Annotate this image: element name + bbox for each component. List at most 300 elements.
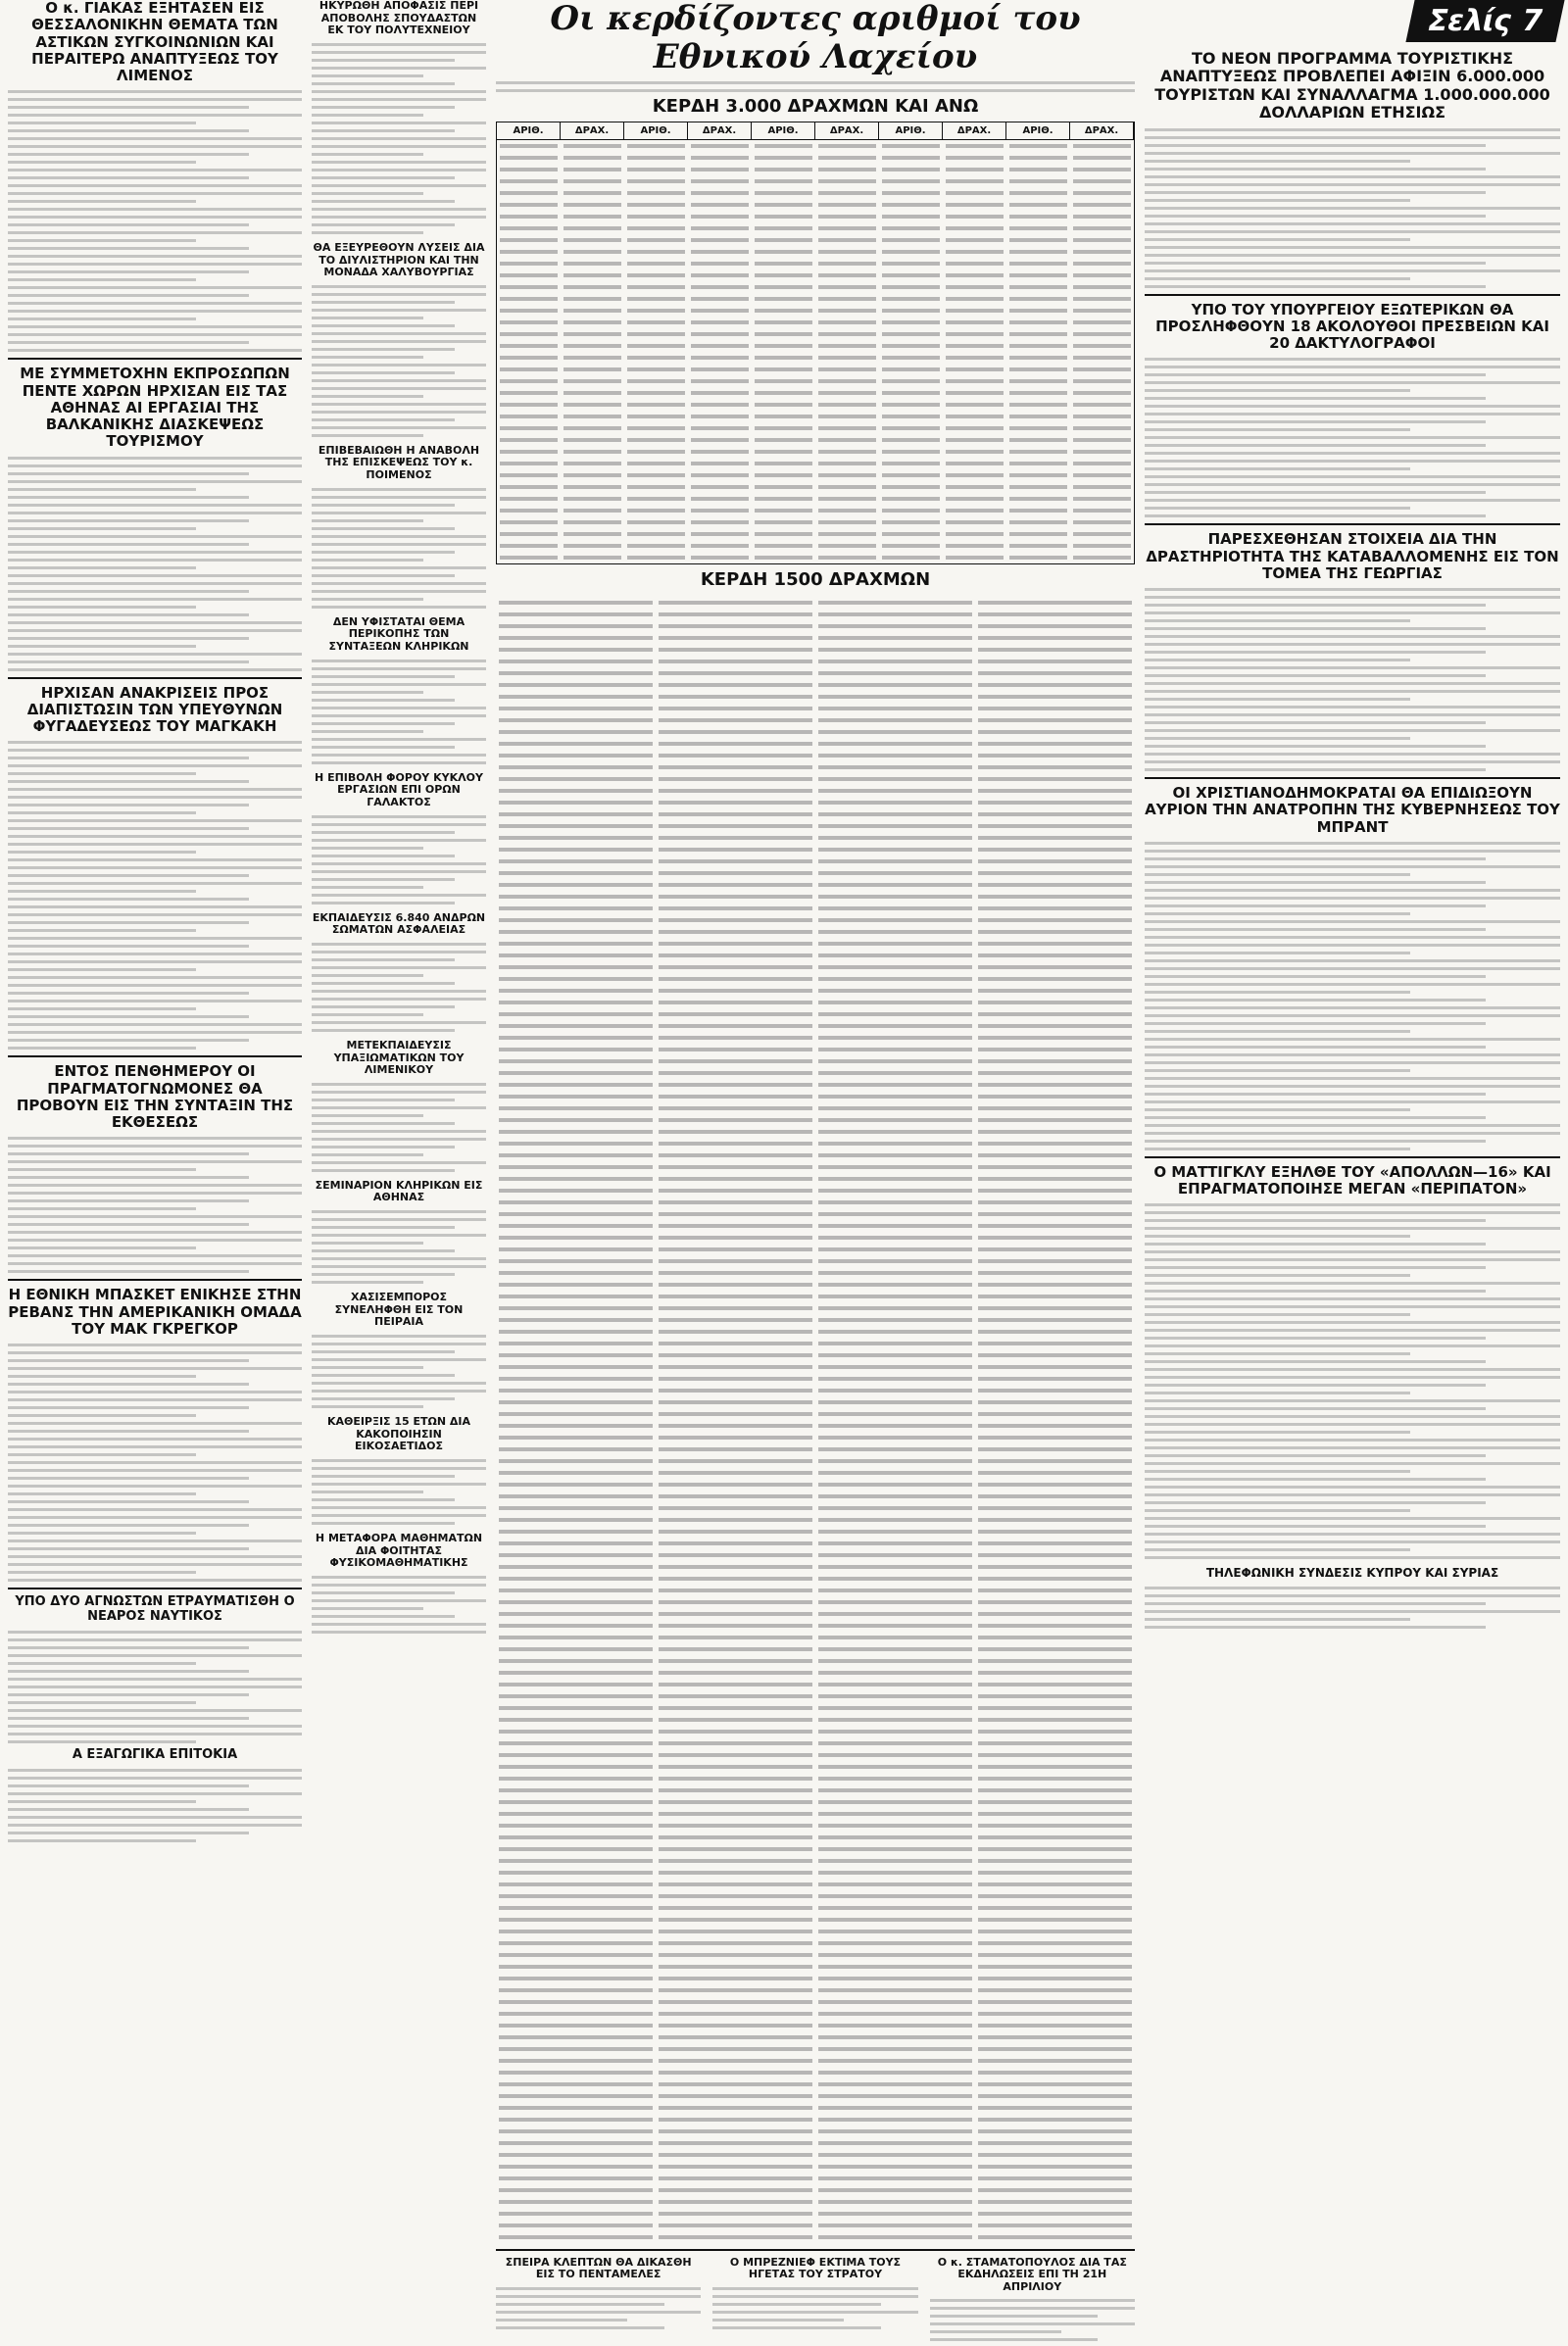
lottery-number-row — [818, 2012, 972, 2016]
col-number: ΑΡΙΘ. — [624, 122, 688, 139]
lottery-entry — [882, 532, 940, 536]
lottery-number-row — [818, 1271, 972, 1275]
lottery-number-row — [978, 1812, 1132, 1816]
lottery-number-row — [659, 1636, 812, 1639]
lottery-entry — [946, 332, 1004, 336]
lottery-number-row — [818, 1400, 972, 1404]
lottery-number-row — [659, 2106, 812, 2110]
lottery-number-row — [659, 1436, 812, 1440]
lottery-entry — [882, 509, 940, 513]
lottery-number-row — [818, 2024, 972, 2028]
body-text — [312, 1210, 486, 1284]
lottery-number-row — [499, 1941, 653, 1945]
lottery-number-row — [659, 1506, 812, 1510]
lottery-number-row — [499, 1706, 653, 1710]
lottery-entry — [882, 203, 940, 207]
lottery-entry — [564, 156, 621, 160]
lottery-entry — [627, 485, 685, 489]
headline-cyprus-syria: ΤΗΛΕΦΩΝΙΚΗ ΣΥΝΔΕΣΙΣ ΚΥΠΡΟΥ ΚΑΙ ΣΥΡΙΑΣ — [1205, 1566, 1499, 1581]
lottery-number-row — [659, 1894, 812, 1898]
lottery-entry — [882, 426, 940, 430]
lottery-entry — [882, 285, 940, 289]
lottery-entry — [755, 332, 812, 336]
lottery-number-row — [818, 2200, 972, 2204]
lottery-number-row — [659, 1130, 812, 1134]
lottery-entry — [755, 367, 812, 371]
lottery-entry — [691, 556, 749, 560]
lottery-number-row — [978, 1365, 1132, 1369]
lottery-entry — [946, 191, 1004, 195]
lottery-number-row — [499, 1012, 653, 1016]
lottery-number-row — [659, 2094, 812, 2098]
lottery-number-row — [659, 953, 812, 957]
lottery-entry — [946, 144, 1004, 148]
lottery-entry — [627, 191, 685, 195]
lottery-entry — [882, 544, 940, 548]
lottery-number-row — [978, 1306, 1132, 1310]
lottery-number-row — [499, 1059, 653, 1063]
lottery-number-row — [499, 695, 653, 699]
lottery-number-row — [659, 660, 812, 663]
lottery-number-row — [499, 2165, 653, 2169]
lottery-number-row — [499, 1753, 653, 1757]
lottery-number-row — [818, 2235, 972, 2239]
lottery-number-row — [659, 2176, 812, 2180]
lottery-number-row — [978, 1588, 1132, 1592]
lottery-number-row — [978, 1200, 1132, 1204]
lottery-entry — [500, 250, 558, 254]
lottery-number-row — [818, 777, 972, 781]
lottery-number-row — [818, 2094, 972, 2098]
lottery-number-row — [978, 1753, 1132, 1757]
lottery-number-row — [978, 1236, 1132, 1240]
lottery-entry — [818, 391, 876, 395]
lottery-number-row — [499, 777, 653, 781]
lottery-entry — [818, 203, 876, 207]
lottery-entry — [691, 391, 749, 395]
body-text — [312, 488, 486, 609]
lottery-entry — [1073, 344, 1131, 348]
lottery-number-row — [499, 1106, 653, 1110]
lottery-number-row — [499, 1377, 653, 1381]
lottery-entry — [500, 415, 558, 418]
lottery-number-row — [978, 895, 1132, 899]
lottery-entry — [627, 320, 685, 324]
lottery-number-row — [659, 612, 812, 616]
lottery-number-row — [659, 601, 812, 605]
lottery-entry — [564, 391, 621, 395]
lottery-number-row — [978, 1353, 1132, 1357]
lottery-entry — [627, 262, 685, 266]
lottery-number-row — [659, 1295, 812, 1298]
lottery-number-row — [659, 1059, 812, 1063]
body-text — [712, 2287, 917, 2329]
lottery-entry — [1009, 415, 1067, 418]
body-text — [312, 1459, 486, 1525]
lottery-number-row — [978, 1871, 1132, 1875]
lottery-entry — [755, 285, 812, 289]
lottery-entry — [564, 203, 621, 207]
lottery-entry — [755, 556, 812, 560]
lottery-number-row — [499, 1271, 653, 1275]
lottery-number-row — [499, 1812, 653, 1816]
lottery-number-row — [818, 2059, 972, 2063]
lottery-number-row — [659, 695, 812, 699]
lottery-number-row — [499, 2176, 653, 2180]
lottery-number-row — [818, 1283, 972, 1287]
lottery-entry — [882, 168, 940, 171]
lottery-number-row — [499, 836, 653, 840]
lottery-number-row — [818, 1577, 972, 1581]
lottery-entry — [755, 144, 812, 148]
lottery-entry — [627, 450, 685, 454]
lottery-number-row — [818, 1812, 972, 1816]
lottery-entry — [1073, 332, 1131, 336]
lottery-number-row — [818, 1365, 972, 1369]
lottery-entry — [818, 309, 876, 313]
lottery-entry — [1009, 179, 1067, 183]
lottery-entry — [691, 262, 749, 266]
lottery-number-row — [818, 1436, 972, 1440]
lottery-number-row — [818, 1765, 972, 1769]
lottery-entry — [627, 462, 685, 465]
lottery-entry — [755, 344, 812, 348]
lottery-number-row — [499, 1389, 653, 1393]
lottery-entry — [755, 168, 812, 171]
lottery-number-row — [499, 859, 653, 863]
lottery-entry — [691, 320, 749, 324]
lottery-entry — [500, 332, 558, 336]
lottery-number-row — [978, 1459, 1132, 1463]
lottery-number-row — [659, 765, 812, 769]
lottery-entry — [946, 344, 1004, 348]
lottery-number-row — [659, 1106, 812, 1110]
lottery-entry — [946, 262, 1004, 266]
lottery-entry — [564, 520, 621, 524]
lottery-number-row — [659, 2118, 812, 2122]
lottery-number-row — [978, 1142, 1132, 1146]
lottery-entry — [882, 309, 940, 313]
lottery-number-row — [499, 1894, 653, 1898]
lottery-entry — [818, 250, 876, 254]
lottery-entry — [691, 415, 749, 418]
lottery-number-row — [978, 1788, 1132, 1792]
lottery-number-row — [818, 2188, 972, 2192]
lottery-number-row — [818, 636, 972, 640]
lottery-number-row — [499, 1859, 653, 1863]
lottery-number-row — [499, 2035, 653, 2039]
lottery-section-1500: ΚΕΡΔΗ 1500 ΔΡΑΧΜΩΝ — [700, 568, 931, 590]
lottery-number-row — [978, 2082, 1132, 2086]
lottery-entry — [627, 473, 685, 477]
lottery-entry — [1009, 509, 1067, 513]
lottery-entry — [818, 379, 876, 383]
lottery-number-row — [499, 1683, 653, 1686]
body-text — [312, 660, 486, 764]
lottery-number-row — [818, 1671, 972, 1675]
lottery-number-row — [659, 2082, 812, 2086]
lottery-entry — [500, 391, 558, 395]
lottery-number-row — [499, 1071, 653, 1075]
lottery-entry — [500, 473, 558, 477]
lottery-number-row — [499, 883, 653, 887]
lottery-entry — [691, 215, 749, 219]
headline-apollo16: Ο ΜΑΤΤΙΓΚΛΥ ΕΞΗΛΘΕ ΤΟΥ «ΑΠΟΛΛΩΝ—16» ΚΑΙ ΕΠΡΑΓΜΑΤΟΠΟΙΗΣΕ ΜΕΓΑΝ «ΠΕΡΙΠΑΤΟΝ» — [1153, 1162, 1551, 1198]
lottery-number-row — [978, 1106, 1132, 1110]
lottery-entry — [755, 309, 812, 313]
lottery-entry — [564, 485, 621, 489]
lottery-entry — [882, 379, 940, 383]
lottery-entry — [627, 203, 685, 207]
lottery-number-row — [818, 1036, 972, 1040]
lottery-number-row — [659, 1048, 812, 1051]
lottery-entry — [882, 556, 940, 560]
lottery-entry — [818, 403, 876, 407]
lottery-entry — [691, 156, 749, 160]
lottery-number-row — [659, 918, 812, 922]
lottery-number-row — [499, 1671, 653, 1675]
lottery-number-row — [818, 683, 972, 687]
lottery-entry — [1009, 262, 1067, 266]
lottery-number-row — [659, 624, 812, 628]
lottery-entry — [564, 544, 621, 548]
lottery-entry — [882, 332, 940, 336]
lottery-entry — [564, 497, 621, 501]
body-text — [8, 90, 302, 352]
lottery-number-row — [978, 2035, 1132, 2039]
lottery-number-row — [499, 1095, 653, 1099]
lottery-entry — [1009, 309, 1067, 313]
lottery-number-row — [818, 1553, 972, 1557]
lottery-entry — [1009, 485, 1067, 489]
lottery-number-row — [818, 742, 972, 746]
lottery-entry — [755, 509, 812, 513]
lottery-entry — [946, 250, 1004, 254]
lottery-entry — [691, 473, 749, 477]
lottery-entry — [755, 238, 812, 242]
lottery-entry — [818, 273, 876, 277]
lottery-number-row — [499, 1965, 653, 1969]
lottery-number-row — [978, 754, 1132, 758]
lottery-entry — [818, 462, 876, 465]
lottery-number-row — [659, 1236, 812, 1240]
lottery-entry — [1009, 403, 1067, 407]
lottery-number-row — [978, 2059, 1132, 2063]
body-text — [8, 1769, 302, 1842]
lottery-entry — [564, 179, 621, 183]
headline-agriculture: ΠΑΡΕΣΧΕΘΗΣΑΝ ΣΤΟΙΧΕΙΑ ΔΙΑ ΤΗΝ ΔΡΑΣΤΗΡΙΟΤΗΤΑ ΤΗΣ ΚΑΤΑΒΑΛΛΟΜΕΝΗΣ ΕΙΣ ΤΟΝ ΤΟΜΕΑ ΤΗΣ ΓΕΩΡΓΙΑΣ — [1146, 530, 1559, 582]
lottery-number-row — [978, 707, 1132, 710]
lottery-number-row — [499, 1612, 653, 1616]
lottery-number-row — [499, 1918, 653, 1922]
headline-thieves: ΣΠΕΙΡΑ ΚΛΕΠΤΩΝ ΘΑ ΔΙΚΑΣΘΗ ΕΙΣ ΤΟ ΠΕΝΤΑΜΕΛΕΣ — [505, 2255, 692, 2281]
body-text — [312, 1576, 486, 1634]
lottery-number-row — [978, 1683, 1132, 1686]
lottery-number-row — [659, 1835, 812, 1839]
lottery-entry — [1073, 144, 1131, 148]
lottery-entry — [882, 520, 940, 524]
lottery-entry — [1073, 450, 1131, 454]
lottery-number-row — [978, 2165, 1132, 2169]
lottery-entry — [1073, 156, 1131, 160]
lottery-number-row — [978, 1071, 1132, 1075]
lottery-number-row — [818, 1001, 972, 1004]
lottery-entry — [755, 215, 812, 219]
headline-balkan-tourism: ΜΕ ΣΥΜΜΕΤΟΧΗΝ ΕΚΠΡΟΣΩΠΩΝ ΠΕΝΤΕ ΧΩΡΩΝ ΗΡΧΙΣΑΝ ΕΙΣ ΤΑΣ ΑΘΗΝΑΣ ΑΙ ΕΡΓΑΣΙΑΙ ΤΗΣ ΒΑΛΚΑΝΙΚΗΣ ΔΙΑΣΚΕΨΕΩΣ ΤΟΥΡΙΣΜΟΥ — [20, 365, 290, 451]
lottery-number-row — [818, 1647, 972, 1651]
lottery-number-row — [499, 2188, 653, 2192]
body-text — [312, 285, 486, 437]
lottery-number-row — [499, 1494, 653, 1498]
lottery-entry — [564, 285, 621, 289]
lottery-number-row — [659, 2212, 812, 2216]
lottery-number-row — [818, 1177, 972, 1181]
lottery-entry — [627, 215, 685, 219]
lottery-number-row — [978, 1694, 1132, 1698]
lottery-number-row — [978, 1824, 1132, 1828]
lottery-entry — [1073, 309, 1131, 313]
lottery-entry — [946, 520, 1004, 524]
lottery-number-row — [978, 906, 1132, 910]
lottery-entry — [564, 226, 621, 230]
lottery-entry — [564, 297, 621, 301]
body-text — [312, 1083, 486, 1172]
lottery-number-row — [818, 1741, 972, 1745]
lottery-number-row — [659, 1259, 812, 1263]
col-number: ΑΡΙΘ. — [752, 122, 815, 139]
lottery-entry — [1009, 320, 1067, 324]
lottery-number-row — [659, 1424, 812, 1428]
lottery-entry — [755, 532, 812, 536]
lottery-entry — [564, 191, 621, 195]
lottery-number-row — [499, 965, 653, 969]
lottery-number-row — [978, 601, 1132, 605]
lottery-number-row — [978, 918, 1132, 922]
lottery-number-row — [499, 1400, 653, 1404]
lottery-number-row — [659, 1189, 812, 1193]
lottery-number-row — [499, 718, 653, 722]
lottery-number-row — [978, 1930, 1132, 1933]
lottery-entry — [882, 250, 940, 254]
lottery-entry — [500, 320, 558, 324]
lottery-number-row — [818, 1295, 972, 1298]
lottery-number-row — [659, 848, 812, 852]
lottery-number-row — [659, 2165, 812, 2169]
lottery-table-3000 — [496, 139, 1135, 564]
lottery-number-row — [499, 2082, 653, 2086]
lottery-number-row — [499, 671, 653, 675]
lottery-number-row — [818, 871, 972, 875]
lottery-number-row — [659, 1777, 812, 1781]
lottery-number-row — [659, 1553, 812, 1557]
lottery-number-row — [978, 636, 1132, 640]
lottery-number-row — [818, 1142, 972, 1146]
body-text — [1145, 842, 1560, 1150]
lottery-number-row — [978, 2000, 1132, 2004]
lottery-number-row — [818, 1424, 972, 1428]
lottery-entry — [882, 450, 940, 454]
lottery-entry — [500, 367, 558, 371]
lottery-number-row — [659, 977, 812, 981]
lottery-entry — [627, 156, 685, 160]
lottery-number-row — [818, 765, 972, 769]
lottery-number-row — [659, 1071, 812, 1075]
lottery-number-row — [818, 2106, 972, 2110]
lottery-entry — [627, 509, 685, 513]
lottery-number-row — [659, 1377, 812, 1381]
lottery-number-row — [659, 906, 812, 910]
lottery-entry — [1073, 403, 1131, 407]
lottery-number-row — [499, 1930, 653, 1933]
lottery-entry — [1073, 226, 1131, 230]
lottery-number-row — [659, 1977, 812, 1980]
lottery-entry — [1073, 509, 1131, 513]
headline-clergy-seminar: ΣΕΜΙΝΑΡΙΟΝ ΚΛΗΡΙΚΩΝ ΕΙΣ ΑΘΗΝΑΣ — [315, 1178, 483, 1204]
lottery-entry — [691, 497, 749, 501]
lottery-entry — [882, 226, 940, 230]
lottery-number-row — [659, 2141, 812, 2145]
lottery-number-row — [978, 1918, 1132, 1922]
lottery-number-row — [818, 1483, 972, 1487]
lottery-section-3000: ΚΕΡΔΗ 3.000 ΔΡΑΧΜΩΝ ΚΑΙ ΑΝΩ — [652, 96, 979, 118]
lottery-number-row — [659, 718, 812, 722]
lottery-number-row — [659, 1600, 812, 1604]
lottery-number-row — [818, 1824, 972, 1828]
lottery-number-row — [499, 1565, 653, 1569]
body-text — [8, 1344, 302, 1582]
lottery-number-row — [978, 1001, 1132, 1004]
headline-tourism-program: ΤΟ ΝΕΟΝ ΠΡΟΓΡΑΜΜΑ ΤΟΥΡΙΣΤΙΚΗΣ ΑΝΑΠΤΥΞΕΩΣ ΠΡΟΒΛΕΠΕΙ ΑΦΙΞΙΝ 6.000.000 ΤΟΥΡΙΣΤΩΝ ΚΑΙ ΣΥΝΑΛΛΑΓΜΑ 1.000.000.000 ΔΟΛΛΑΡΙΩΝ ΕΤΗΣΙΩΣ — [1154, 49, 1550, 122]
lottery-number-row — [818, 1906, 972, 1910]
lottery-number-row — [978, 1295, 1132, 1298]
lottery-entry — [1073, 379, 1131, 383]
lottery-number-row — [499, 1518, 653, 1522]
lottery-entry — [882, 344, 940, 348]
lottery-number-row — [499, 2024, 653, 2028]
lottery-number-row — [499, 848, 653, 852]
lottery-entry — [755, 473, 812, 477]
lottery-entry — [691, 191, 749, 195]
lottery-number-row — [659, 2200, 812, 2204]
lottery-entry — [691, 544, 749, 548]
lottery-entry — [755, 426, 812, 430]
lottery-entry — [818, 285, 876, 289]
lottery-number-row — [978, 1189, 1132, 1193]
lottery-entry — [1009, 426, 1067, 430]
lottery-number-row — [499, 1365, 653, 1369]
lottery-entry — [627, 273, 685, 277]
lottery-entry — [1073, 520, 1131, 524]
lottery-number-row — [659, 1365, 812, 1369]
headline-sentence: ΚΑΘΕΙΡΞΙΣ 15 ΕΤΩΝ ΔΙΑ ΚΑΚΟΠΟΙΗΣΙΝ ΕΙΚΟΣΑΕΤΙΔΟΣ — [326, 1415, 471, 1453]
lottery-number-row — [499, 977, 653, 981]
lottery-entry — [946, 203, 1004, 207]
lottery-entry — [1009, 532, 1067, 536]
lottery-entry — [1073, 215, 1131, 219]
lottery-entry — [1073, 262, 1131, 266]
left-column — [8, 0, 302, 1847]
lottery-entry — [1073, 544, 1131, 548]
lottery-number-row — [659, 754, 812, 758]
lottery-entry — [946, 462, 1004, 465]
lottery-number-row — [659, 2129, 812, 2133]
lottery-number-row — [659, 895, 812, 899]
lottery-number-row — [818, 1259, 972, 1263]
lottery-entry — [946, 379, 1004, 383]
lottery-number-row — [659, 1001, 812, 1004]
lottery-number-row — [499, 1882, 653, 1886]
lottery-number-row — [499, 942, 653, 946]
